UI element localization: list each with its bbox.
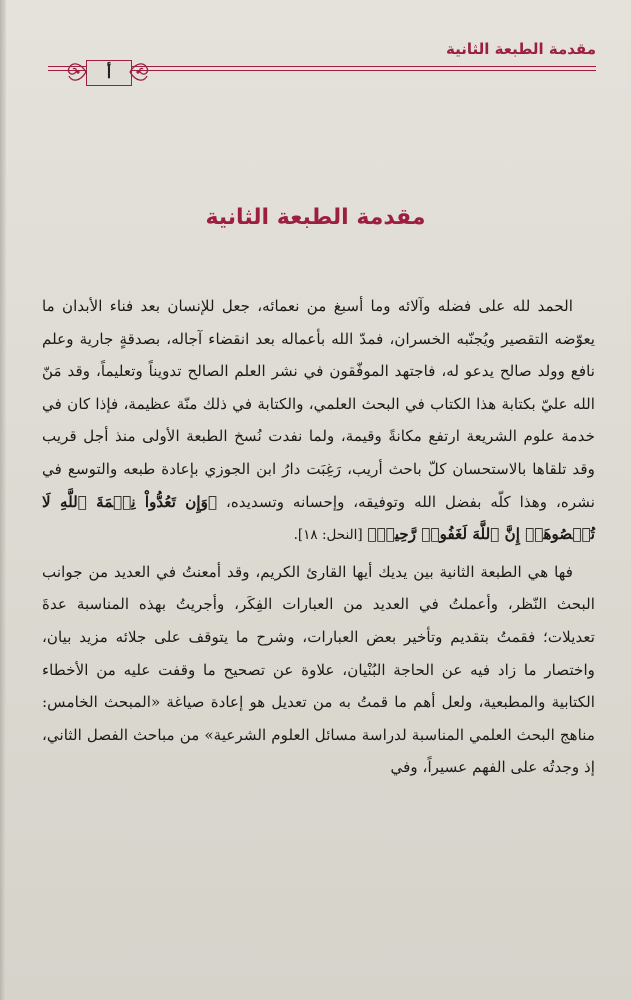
quran-verse: ﴿وَإِن تَعُدُّواْ نِعۡمَةَ ٱللَّهِ لَا تُحۡصُوهَآۗ إِنَّ ٱللَّهَ لَغَفُورٞ رَّحِيمٞ﴾ (42, 492, 595, 544)
page-number: أ (86, 60, 132, 86)
ornament-left-icon (66, 58, 88, 86)
page-number-badge (66, 52, 150, 92)
paragraph-1 (42, 290, 595, 552)
body-text (42, 290, 595, 784)
ornament-right-icon (128, 58, 150, 86)
paragraph-1-text: الحمد لله على فضله وآلائه وما أسبغ من نعمائه، جعل للإنسان بعد فناء الأبدان ما يعوّضه التقصير ويُجنّبه الخسران، فمدّ الله بأعماله بعد انقضاء آجاله، بصدقةٍ جارية وعلم نافع وولد صالح يدعو له، فاجتهد الموفّقون في نشر العلم الصالح تدويناً وتعليماً، وقد مَنّ الله عليّ بكتابة هذا الكتاب في البحث العلمي، والكتابة في ذلك منّة عظيمة، فإذا كان في خدمة علوم الشريعة ارتفع مكانةً وقيمة، ولما نفدت نُسخ الطبعة الأولى منذ أجل قريب وقد تلقاها بالاستحسان كلّ باحث أريب، رَغِبَت دارُ ابن الجوزي بإعادة طبعه والتوسع في نشره، وهذا كلّه بفضل الله وتوفيقه، وإحسانه وتسديده، (42, 297, 596, 511)
running-title: مقدمة الطبعة الثانية (445, 40, 596, 58)
page-gutter-shadow (0, 0, 6, 1000)
section-title: مقدمة الطبعة الثانية (205, 205, 426, 230)
paragraph-2: فها هي الطبعة الثانية بين يديك أيها القارئ الكريم، وقد أمعنتُ في العديد من جوانب البحث النّظر، وأعملتُ في العديد من العبارات الفِكَر، وأجريتُ بهذه المناسبة عدةَ تعديلات؛ فقمتُ بتقديم وتأخير بعض العبارات، وشرح ما يتوقف على جلائه مزيد بيان، واختصار ما زاد فيه عن الحاجة البُنْيان، علاوة عن تصحيح ما وقفت عليه من الأخطاء الكتابية والمطبعية، ولعل أهم ما قمتُ به من تعديل هو إعادة صياغة «المبحث الخامس: مناهج البحث العلمي المناسبة لدراسة مسائل العلوم الشرعية» من مباحث الفصل الثاني، إذ وجدتُه على الفهم عسيراً، وفي (42, 562, 595, 777)
running-header (48, 40, 596, 100)
verse-citation: [النحل: ١٨]. (293, 527, 363, 544)
